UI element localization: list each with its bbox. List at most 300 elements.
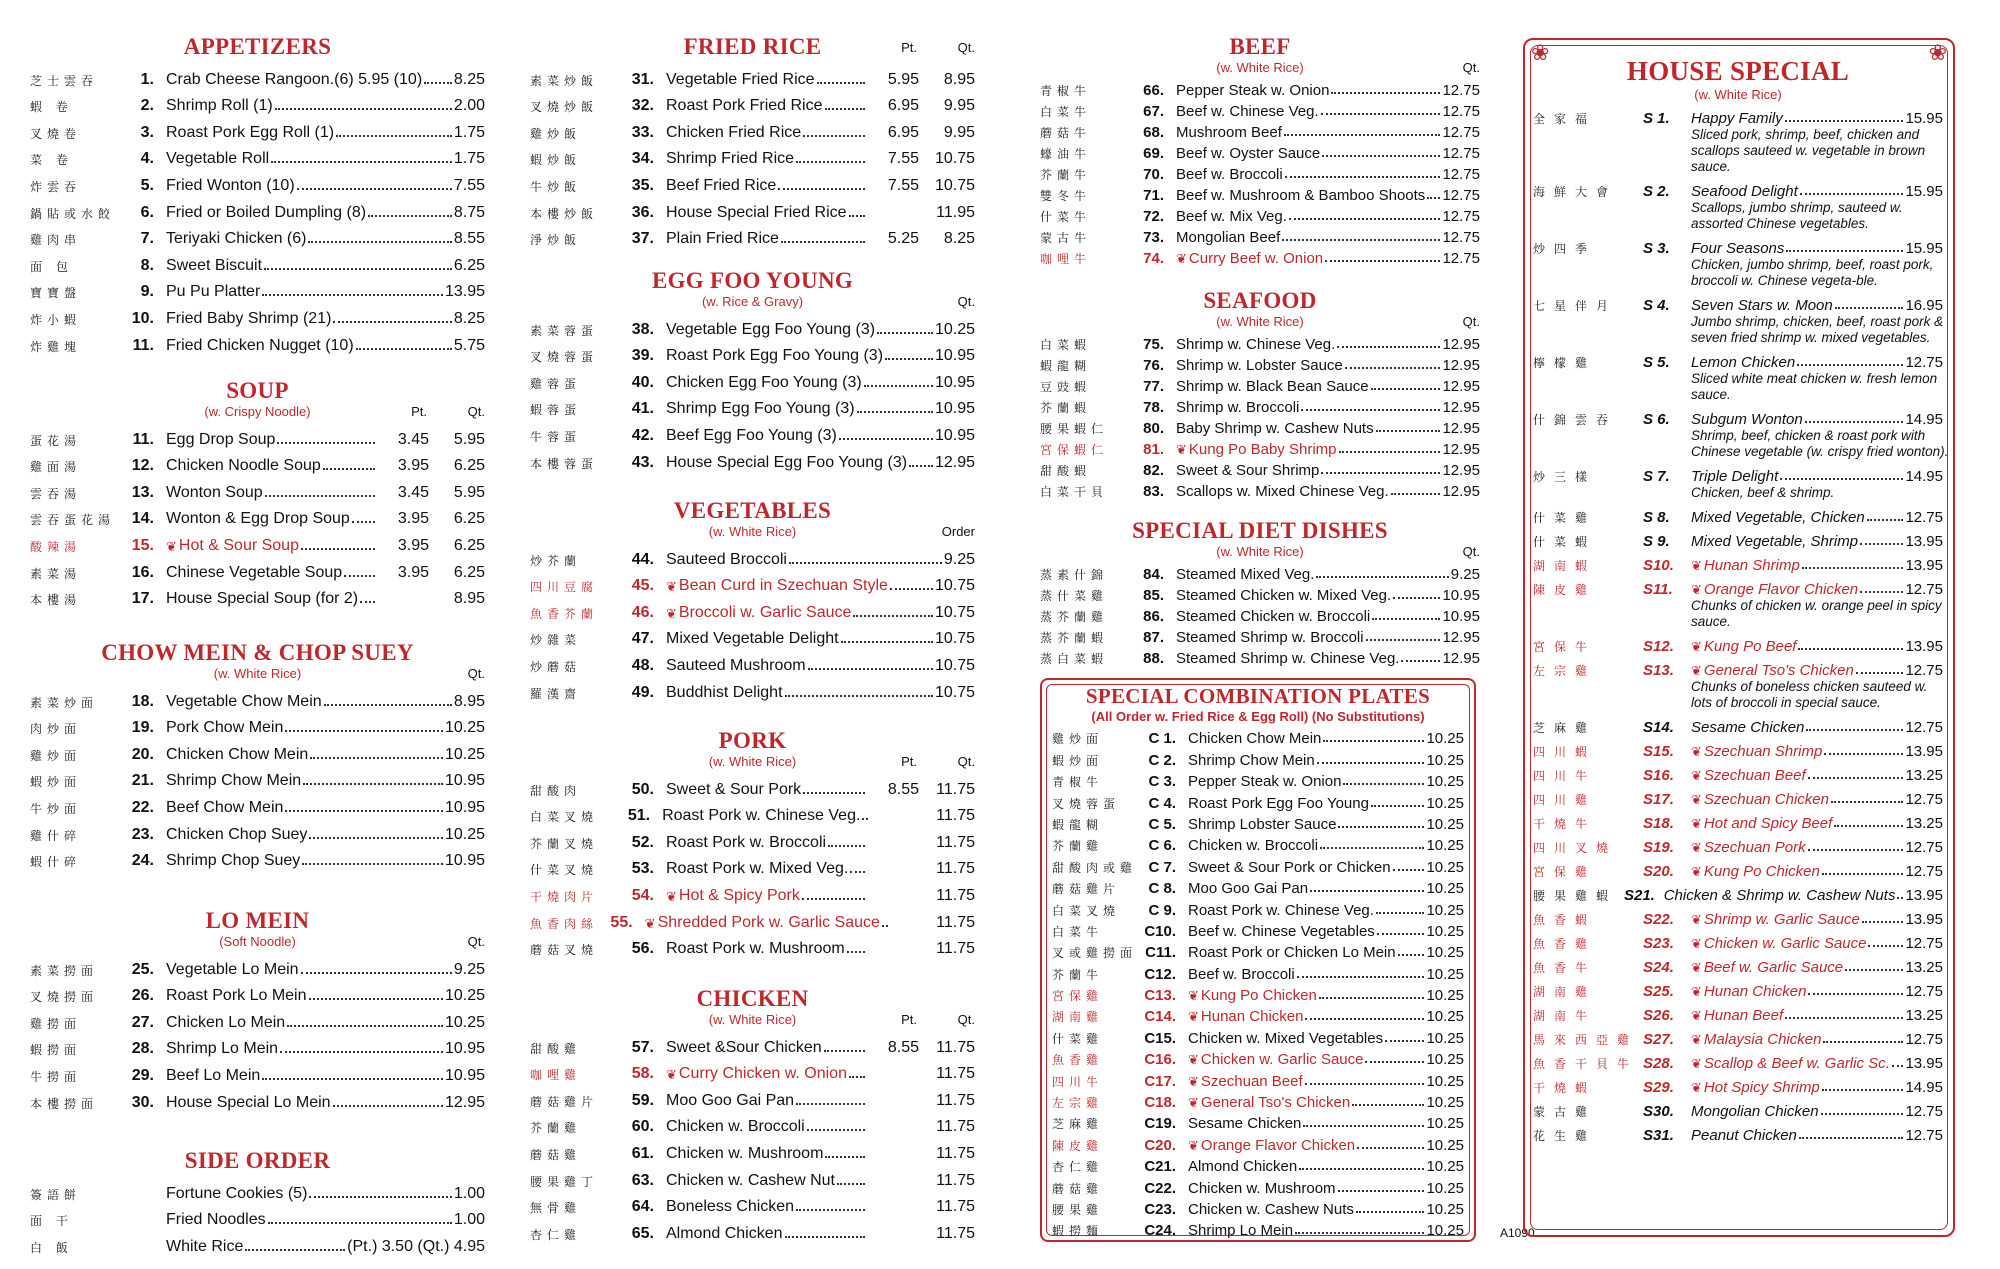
appetizers-section [30, 34, 485, 355]
house-special-item [1533, 957, 1943, 976]
item-name: Chicken Chop Suey [166, 825, 308, 843]
item-number: 31. [631, 70, 654, 88]
item-name: Sweet & Sour Shrimp [1176, 462, 1320, 479]
menu-item-row [1040, 437, 1480, 458]
item-number: S14. [1643, 719, 1674, 736]
item-name: Pepper Steak w. Onion [1188, 773, 1342, 791]
quart-price: 6.25 [453, 563, 485, 581]
dot-leader [1797, 364, 1903, 366]
item-description: Chunks of boneless chicken sauteed w. lots of broccoli in special sauce. [1691, 679, 1928, 710]
menu-item-row [1040, 99, 1480, 120]
item-number: 49. [631, 683, 654, 701]
dot-leader [324, 704, 452, 706]
chinese-name: 蒸什菜雞 [1040, 589, 1109, 603]
chinese-name: 羅漢齋 [530, 686, 582, 701]
item-price: 12.75 [1442, 82, 1480, 99]
dot-leader [265, 495, 375, 497]
chinese-name: 陳皮雞 [1533, 583, 1597, 597]
item-price: 9.25 [943, 550, 975, 568]
item-number: 25. [131, 960, 154, 978]
quart-price: 11.75 [936, 1065, 975, 1083]
item-price: 7.55 [453, 176, 485, 194]
chinese-name: 白菜牛 [1040, 105, 1092, 119]
item-name: Shrimp Roll (1) [166, 97, 273, 115]
chinese-name: 雞面湯 [30, 460, 82, 475]
sideorder-section [30, 1148, 485, 1256]
house-special-item [1533, 108, 1943, 175]
item-price: 12.75 [1442, 103, 1480, 120]
chinese-name: 腰果雞蝦 [1533, 889, 1618, 903]
chinese-name: 杏仁雞 [1052, 1160, 1104, 1175]
chinese-name: 咖哩牛 [1040, 252, 1092, 266]
item-price: 12.75 [1905, 1103, 1943, 1120]
item-name: Hunan Beef [1703, 1007, 1784, 1024]
dot-leader [1331, 92, 1440, 94]
menu-item-row [530, 569, 975, 596]
house-special-item [1533, 813, 1943, 832]
item-description: Scallops, jumbo shrimp, sauteed w. assorted Chinese vegetables. [1691, 200, 1903, 231]
item-name: Mushroom Beef [1176, 124, 1282, 141]
item-price: 10.25 [1426, 751, 1464, 769]
item-name: House Special Egg Foo Young (3) [666, 453, 908, 471]
item-name: Shrimp w. Lobster Sauce [1176, 357, 1343, 374]
section-title: SPECIAL DIET DISHES [1132, 518, 1388, 543]
menu-item-row [1040, 479, 1480, 500]
chinese-name: 蝦炒面 [1052, 753, 1104, 768]
item-price: 10.95 [444, 852, 485, 870]
chinese-name: 菜 卷 [30, 153, 73, 168]
chinese-name: 蝦龍糊 [1040, 359, 1092, 373]
chinese-name: 炸小蝦 [30, 312, 82, 327]
chinese-name: 魚香蝦 [1533, 913, 1597, 927]
item-name: Sweet Biscuit [166, 256, 263, 274]
chinese-name: 四川蝦 [1533, 745, 1597, 759]
eggfoo-section [530, 268, 975, 472]
chinese-name: 芥蘭雞 [1052, 839, 1104, 854]
item-number: 77. [1143, 378, 1164, 395]
menu-item-row [530, 799, 975, 826]
chinese-name: 炸雲吞 [30, 179, 82, 194]
item-description: Chicken, beef & shrimp. [1691, 485, 1835, 500]
chinese-name: 蘑菇雞 [530, 1147, 582, 1162]
item-price: 10.25 [1426, 773, 1464, 791]
item-price: 14.95 [1905, 411, 1943, 428]
item-name: Beef w. Broccoli [1176, 166, 1283, 183]
dot-leader [1799, 1137, 1904, 1139]
item-name: Chicken Chow Mein [1188, 730, 1322, 748]
item-number: 37. [631, 230, 654, 248]
item-price: 13.25 [1905, 959, 1943, 976]
item-price: 10.25 [444, 1013, 485, 1031]
item-price: 12.75 [1442, 208, 1480, 225]
house-special-item [1533, 933, 1943, 952]
dot-leader [890, 588, 933, 590]
item-price: 10.75 [934, 630, 975, 648]
house-special-item [1533, 1005, 1943, 1024]
section-subtitle: (w. White Rice) [708, 1012, 797, 1027]
dot-leader [1299, 1168, 1424, 1170]
menu-item-row [1040, 204, 1480, 225]
item-number: 8. [140, 256, 154, 274]
chinese-name: 面 干 [30, 1214, 73, 1229]
menu-item-row [30, 1176, 485, 1203]
vegetables-section [530, 498, 975, 702]
item-name: Mixed Vegetable, Shrimp [1691, 533, 1859, 550]
item-name: Kung Po Chicken [1200, 987, 1317, 1005]
item-name: Szechuan Chicken [1703, 791, 1829, 808]
item-number: S27. [1643, 1031, 1674, 1048]
menu-item-row [30, 817, 485, 844]
menu-item-row [30, 790, 485, 817]
dot-leader [1371, 805, 1424, 807]
chinese-name: 蝦撈麵 [1052, 1224, 1104, 1239]
house-special-item [1533, 466, 1943, 501]
item-number: 66. [1143, 82, 1164, 99]
dot-leader [1785, 1017, 1903, 1019]
chinese-name: 鍋貼或水餃 [30, 206, 116, 221]
chinese-name: 素菜炒飯 [530, 73, 599, 88]
chinese-name: 叉燒炒飯 [530, 100, 599, 115]
section-subtitle: (w. White Rice) [213, 666, 302, 681]
menu-item-row [530, 675, 975, 702]
pepper-icon: ❦ [1176, 251, 1187, 266]
item-number: 65. [631, 1224, 654, 1242]
menu-item-row [1040, 353, 1480, 374]
item-number: 75. [1143, 336, 1164, 353]
menu-item-row [30, 168, 485, 195]
menu-item-row [30, 952, 485, 979]
item-number: 10. [131, 309, 154, 327]
chinese-name: 宮保蝦仁 [1040, 443, 1109, 457]
item-price: 13.95 [1905, 557, 1943, 574]
menu-item-row [1052, 854, 1464, 875]
item-number: 1. [140, 70, 154, 88]
pepper-icon: ❦ [166, 538, 177, 554]
item-name: Pork Chow Mein [166, 719, 284, 737]
item-price: 12.95 [1442, 650, 1480, 667]
item-name: Sesame Chicken [1188, 1115, 1302, 1133]
chinese-name: 魚香干貝牛 [1533, 1057, 1639, 1071]
dot-leader [1345, 367, 1441, 369]
chinese-name: 炸雞塊 [30, 339, 82, 354]
dot-leader [1338, 1190, 1425, 1192]
item-price: 10.25 [444, 719, 485, 737]
item-name: Sesame Chicken [1691, 719, 1805, 736]
dot-leader [1808, 849, 1904, 851]
dot-leader [1322, 155, 1440, 157]
house-special-item [1533, 1029, 1943, 1048]
item-number: C 4. [1148, 794, 1176, 812]
chinese-name: 杏仁雞 [530, 1227, 582, 1242]
menu-item-row [1040, 583, 1480, 604]
house-special-item [1533, 555, 1943, 574]
item-price: 15.95 [1905, 240, 1943, 257]
pepper-icon: ❦ [1188, 1009, 1199, 1025]
dot-leader [1398, 954, 1425, 956]
dot-leader [360, 601, 375, 603]
quart-price: 11.75 [936, 780, 975, 798]
item-price: 10.25 [1426, 837, 1464, 855]
item-number: C10. [1144, 922, 1176, 940]
item-name: Moo Goo Gai Pan [666, 1091, 795, 1109]
item-number: C24. [1144, 1222, 1176, 1240]
menu-item-row [30, 1058, 485, 1085]
chinese-name: 左宗雞 [1052, 1096, 1104, 1111]
dot-leader [1343, 783, 1424, 785]
item-name: Malaysia Chicken [1703, 1031, 1822, 1048]
item-name: Four Seasons [1691, 240, 1785, 257]
item-name: Scallop & Beef w. Garlic Sc. [1703, 1055, 1890, 1072]
item-number: 61. [631, 1144, 654, 1162]
dot-leader [1295, 1232, 1424, 1234]
menu-item-row [530, 222, 975, 249]
menu-item-row [30, 764, 485, 791]
item-number: 29. [131, 1066, 154, 1084]
item-price: 10.25 [1426, 880, 1464, 898]
dot-leader [824, 1050, 865, 1052]
pt-header: Pt. [411, 404, 427, 419]
house-special-section [1533, 56, 1949, 1149]
pepper-icon: ❦ [666, 579, 677, 595]
item-number: 70. [1143, 166, 1164, 183]
house-special-item [1533, 765, 1943, 784]
chinese-name: 雞什碎 [30, 828, 82, 843]
dot-leader [1301, 409, 1440, 411]
item-number: 7. [140, 230, 154, 248]
item-name: Lemon Chicken [1691, 354, 1796, 371]
dot-leader [1897, 897, 1903, 899]
dot-leader [1831, 801, 1903, 803]
item-price: 10.95 [934, 347, 975, 365]
item-price: 12.75 [1442, 187, 1480, 204]
menu-item-row [30, 62, 485, 89]
combo-section [1052, 684, 1464, 1239]
section-title: HOUSE SPECIAL [1626, 56, 1850, 86]
item-number: S11. [1643, 581, 1673, 598]
item-number: S19. [1643, 839, 1674, 856]
item-name: Triple Delight [1691, 468, 1779, 485]
menu-item-row [530, 622, 975, 649]
pepper-icon: ❦ [1691, 864, 1702, 879]
item-number: 2. [140, 97, 154, 115]
item-name: Chicken Lo Mein [166, 1013, 286, 1031]
dot-leader [825, 1156, 865, 1158]
item-number: 23. [131, 825, 154, 843]
item-price: 10.25 [1426, 1158, 1464, 1176]
chinese-name: 炒三樣 [1533, 470, 1597, 484]
pepper-icon: ❦ [1691, 768, 1702, 783]
house-special-item [1533, 837, 1943, 856]
chinese-name: 本樓撈面 [30, 1096, 99, 1111]
pint-price: 3.45 [397, 483, 429, 501]
house-special-item [1533, 909, 1943, 928]
item-price: 13.95 [1905, 743, 1943, 760]
dot-leader [796, 1103, 865, 1105]
item-number: S13. [1643, 662, 1674, 679]
quart-price: 6.25 [453, 510, 485, 528]
section-title: LO MEIN [205, 908, 310, 933]
menu-item-row [1052, 769, 1464, 790]
section-title: BEEF [1229, 34, 1291, 59]
dot-leader [1366, 639, 1441, 641]
chinese-name: 本樓蓉蛋 [530, 456, 599, 471]
dot-leader [1780, 478, 1903, 480]
quart-price: 11.75 [936, 913, 975, 931]
item-number: C11. [1145, 944, 1176, 962]
dot-leader [356, 348, 452, 350]
item-number: 11. [132, 430, 154, 448]
item-number: 17. [131, 590, 154, 608]
item-number: S17. [1643, 791, 1674, 808]
item-name: Sweet &Sour Chicken [666, 1038, 822, 1056]
item-number: 71. [1143, 187, 1164, 204]
item-name: Kung Po Beef [1703, 638, 1797, 655]
house-special-item [1533, 717, 1943, 736]
quart-price: 5.95 [453, 430, 485, 448]
section-title: SPECIAL COMBINATION PLATES [1085, 684, 1431, 708]
house-special-item [1533, 636, 1943, 655]
menu-item-row [530, 542, 975, 569]
quart-price: 11.95 [936, 203, 975, 221]
item-number: 67. [1143, 103, 1164, 120]
pepper-icon: ❦ [1691, 960, 1702, 975]
chinese-name: 牛炒飯 [530, 179, 582, 194]
menu-item-row [1040, 458, 1480, 479]
dot-leader [368, 215, 452, 217]
item-price: 10.25 [1426, 815, 1464, 833]
dot-leader [1321, 113, 1441, 115]
section-title: VEGETABLES [673, 498, 832, 523]
menu-item-row [1052, 812, 1464, 833]
menu-item-row [530, 365, 975, 392]
item-number: 9. [140, 283, 154, 301]
section-subtitle: (w. White Rice) [1216, 314, 1304, 329]
item-number: 16. [131, 563, 154, 581]
pepper-icon: ❦ [1691, 816, 1702, 831]
menu-item-row [1040, 225, 1480, 246]
chinese-name: 什菜叉燒 [530, 863, 599, 878]
item-name: Chicken Fried Rice [666, 123, 802, 141]
item-description: Jumbo shrimp, chicken, beef, roast pork & seven fried shrimp w. mixed vegetables. [1691, 314, 1944, 345]
item-price: 10.25 [1426, 922, 1464, 940]
item-number: S26. [1643, 1007, 1674, 1024]
item-price: 10.75 [934, 656, 975, 674]
chinese-name: 素菜湯 [30, 566, 82, 581]
menu-item-row [530, 1216, 975, 1243]
quart-price: 10.75 [934, 150, 975, 168]
item-price: 13.95 [1905, 638, 1943, 655]
pepper-icon: ❦ [1691, 1056, 1702, 1071]
dot-leader [333, 321, 451, 323]
dot-leader [1860, 591, 1903, 593]
section-title: FRIED RICE [683, 34, 822, 59]
menu-item-row [1040, 395, 1480, 416]
item-price: 10.25 [1426, 1115, 1464, 1133]
item-name: Hunan Chicken [1703, 983, 1807, 1000]
item-name: House Special Fried Rice [666, 203, 847, 221]
dot-leader [849, 215, 865, 217]
house-special-item [1533, 295, 1943, 346]
item-price: 10.25 [1426, 944, 1464, 962]
item-name: Beef w. Broccoli [1188, 965, 1295, 983]
chinese-name: 酸辣湯 [30, 539, 82, 554]
menu-item-row [1040, 625, 1480, 646]
item-price: 15.95 [1905, 110, 1943, 127]
section-subtitle: (Soft Noodle) [219, 934, 296, 949]
dot-leader [1372, 618, 1440, 620]
item-number: 56. [631, 940, 654, 958]
item-number: 58. [631, 1065, 654, 1083]
dot-leader [301, 548, 375, 550]
item-number: C21. [1144, 1158, 1176, 1176]
item-price: 12.95 [1442, 357, 1480, 374]
chinese-name: 蒸芥蘭雞 [1040, 610, 1109, 624]
item-name: Mongolian Beef [1176, 229, 1281, 246]
item-number: 87. [1143, 629, 1164, 646]
item-price: 10.95 [444, 1040, 485, 1058]
menu-item-row [530, 595, 975, 622]
menu-item-row [30, 142, 485, 169]
item-number: 3. [140, 123, 154, 141]
menu-item-row [530, 878, 975, 905]
pint-price: 7.55 [887, 176, 919, 194]
item-number: C 7. [1148, 858, 1176, 876]
item-number: C 9. [1148, 901, 1176, 919]
dot-leader [803, 135, 865, 137]
item-number: 51. [627, 807, 651, 825]
item-number: S 7. [1643, 468, 1670, 485]
item-name: Chinese Vegetable Soup [166, 563, 343, 581]
item-number: 43. [631, 453, 654, 471]
section-subtitle: (w. White Rice) [708, 754, 797, 769]
item-name: Shrimp Lo Mein [166, 1040, 279, 1058]
item-number: 57. [631, 1038, 654, 1056]
dot-leader [785, 695, 933, 697]
menu-item-row [30, 711, 485, 738]
item-name: Hot and Spicy Beef [1703, 815, 1833, 832]
section-subtitle: (w. White Rice) [1216, 544, 1304, 559]
item-number: 46. [631, 603, 654, 621]
item-name: Chicken w. Mixed Vegetables [1188, 1029, 1384, 1047]
ornament-icon: ❀ [1531, 40, 1550, 65]
dot-leader [885, 358, 933, 360]
menu-item-row [530, 905, 975, 932]
menu-code: A1090 [1500, 1226, 1535, 1240]
dot-leader [336, 135, 452, 137]
item-price: 10.25 [444, 745, 485, 763]
item-price: 12.75 [1442, 229, 1480, 246]
menu-item-row [30, 422, 485, 449]
chinese-name: 干燒肉片 [530, 889, 599, 904]
dot-leader [352, 521, 375, 523]
item-number: 36. [631, 203, 654, 221]
chinese-name: 牛蓉蛋 [530, 429, 582, 444]
item-number: S 8. [1643, 509, 1670, 526]
chinese-name: 叉或雞撈面 [1052, 946, 1138, 961]
item-price: 10.95 [934, 400, 975, 418]
dot-leader [1808, 993, 1903, 995]
chinese-name: 蝦 卷 [30, 100, 73, 115]
dot-leader [1323, 740, 1424, 742]
dot-leader [849, 1076, 865, 1078]
chinese-name: 白菜叉燒 [530, 810, 599, 825]
item-number: S22. [1643, 911, 1674, 928]
chinese-name: 甜酸肉 [530, 783, 582, 798]
dot-leader [1310, 890, 1424, 892]
chinese-name: 素菜炒面 [30, 695, 99, 710]
item-number: 78. [1143, 399, 1164, 416]
item-name: Seven Stars w. Moon [1691, 297, 1833, 314]
